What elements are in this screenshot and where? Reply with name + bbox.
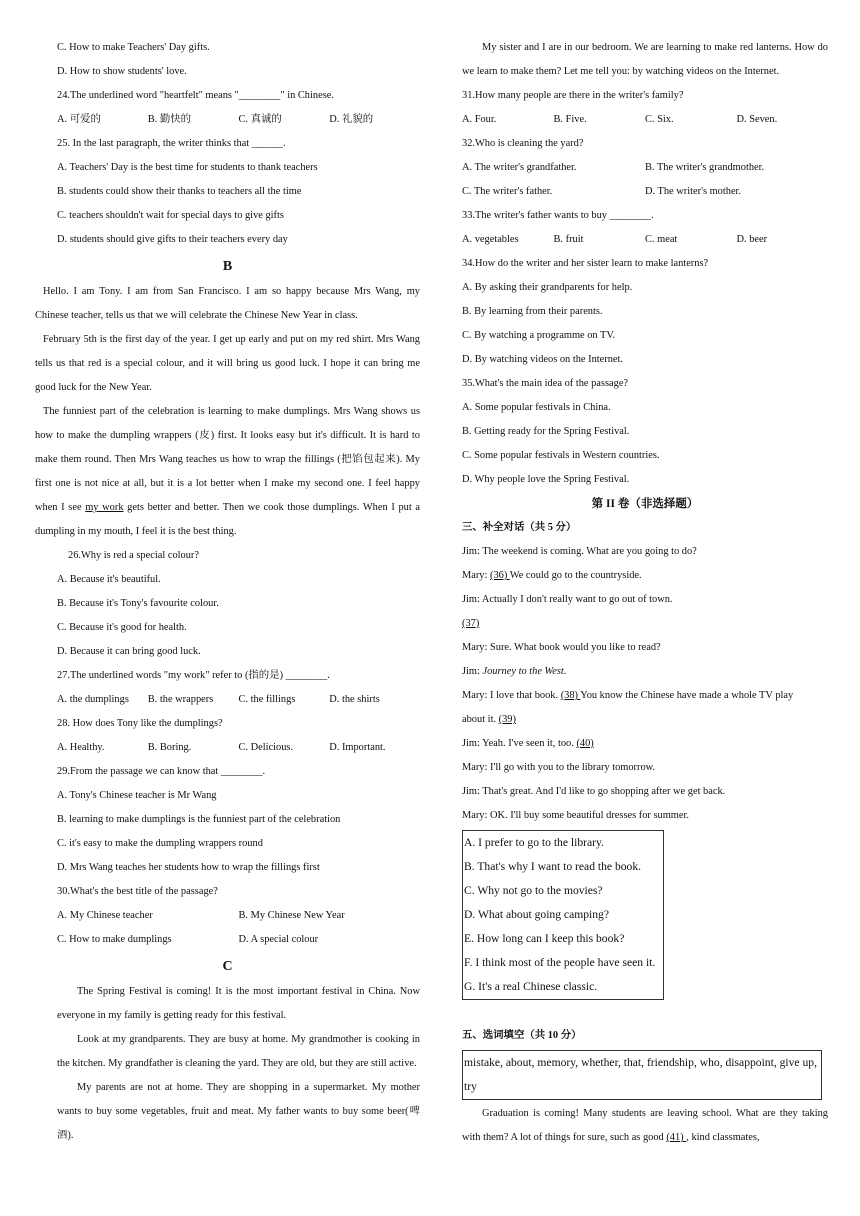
passage-c-paragraph bbox=[462, 36, 828, 84]
question-35: 35.What's the main idea of the passage? bbox=[462, 378, 629, 389]
option: D. A special colour bbox=[238, 934, 319, 945]
q32-options-row2 bbox=[462, 180, 828, 204]
blank-41: (41) bbox=[666, 1132, 687, 1143]
section-b-heading: B bbox=[222, 259, 233, 274]
dialog-line bbox=[462, 708, 828, 732]
q31-options bbox=[462, 108, 828, 132]
passage-c-paragraph bbox=[35, 1076, 420, 1148]
paragraph-text: The Spring Festival is coming! It is the most important festival in China. Now everyone in my family is getting ready for this festival. bbox=[57, 986, 420, 1021]
question-26: 26.Why is red a special colour? bbox=[68, 550, 199, 561]
word-bank-box: mistake, about, memory, whether, that, friendship, who, disappoint, give up, try bbox=[462, 1050, 822, 1100]
paragraph-text: Look at my grandparents. They are busy at home. My grandmother is cooking in the kitchen. My grandfather is cleaning the yard. They are old, but they are still active. bbox=[57, 1034, 420, 1069]
question-29: 29.From the passage we can know that ________. bbox=[57, 766, 266, 777]
option: B. The writer's grandmother. bbox=[645, 162, 765, 173]
option-line: D. students should give gifts to their teachers every day bbox=[57, 234, 288, 245]
option: A. the dumplings bbox=[57, 694, 129, 705]
passage-b-paragraph bbox=[35, 328, 420, 400]
dialog-line: Jim: That's great. And I'd like to go shopping after we get back. bbox=[462, 786, 726, 797]
paragraph-text: gets better and better. Then we cook those dumplings. When I put a dumpling in my mouth, I feel it is the best thing. bbox=[35, 502, 420, 537]
dialog-line bbox=[462, 732, 828, 756]
question-33: 33.The writer's father wants to buy ________. bbox=[462, 210, 654, 221]
option: C. 真诚的 bbox=[238, 114, 282, 125]
dialog-text: about it. bbox=[462, 714, 499, 725]
option: B. fruit bbox=[553, 234, 584, 245]
option: C. The writer's father. bbox=[462, 186, 553, 197]
passage-c-paragraph bbox=[35, 1028, 420, 1076]
option-line: B. learning to make dumplings is the funniest part of the celebration bbox=[57, 814, 341, 825]
option: C. Delicious. bbox=[238, 742, 294, 753]
option-line: C. teachers shouldn't wait for special days to give gifts bbox=[57, 210, 284, 221]
box-option: G. It's a real Chinese classic. bbox=[464, 980, 598, 993]
option-line: A. Because it's beautiful. bbox=[57, 574, 161, 585]
spacer bbox=[462, 1000, 828, 1024]
option: B. My Chinese New Year bbox=[238, 910, 345, 921]
q24-options bbox=[35, 108, 420, 132]
passage-b-paragraph bbox=[35, 280, 420, 328]
dialog-text: . bbox=[563, 666, 567, 677]
q28-options bbox=[35, 736, 420, 760]
section5-title: 五、选词填空（共 10 分） bbox=[462, 1030, 582, 1041]
question-30: 30.What's the best title of the passage? bbox=[57, 886, 218, 897]
question-31: 31.How many people are there in the writer's family? bbox=[462, 90, 684, 101]
box-option: D. What about going camping? bbox=[464, 908, 609, 921]
paragraph-text: , kind classmates, bbox=[686, 1132, 760, 1143]
dialog-text: Jim: Yeah. I've seen it, too. bbox=[462, 738, 577, 749]
box-option: A. I prefer to go to the library. bbox=[464, 836, 604, 849]
box-option: E. How long can I keep this book? bbox=[464, 932, 625, 945]
option-line: D. How to show students' love. bbox=[57, 66, 187, 77]
option-line: C. By watching a programme on TV. bbox=[462, 330, 616, 341]
option-line: C. it's easy to make the dumpling wrappers round bbox=[57, 838, 263, 849]
dialog-text: Mary: I love that book. bbox=[462, 690, 561, 701]
option-line: C. Some popular festivals in Western countries. bbox=[462, 450, 660, 461]
question-34: 34.How do the writer and her sister learn to make lanterns? bbox=[462, 258, 709, 269]
section-c-heading: C bbox=[222, 959, 233, 974]
option-line: A. By asking their grandparents for help. bbox=[462, 282, 633, 293]
question-28: 28. How does Tony like the dumplings? bbox=[57, 718, 223, 729]
option: A. The writer's grandfather. bbox=[462, 162, 577, 173]
option-line: B. Because it's Tony's favourite colour. bbox=[57, 598, 219, 609]
option-line: C. Because it's good for health. bbox=[57, 622, 187, 633]
part2-title: 第 II 卷（非选择题） bbox=[591, 498, 699, 510]
option: B. Boring. bbox=[147, 742, 192, 753]
option: D. Important. bbox=[329, 742, 386, 753]
dialog-line: Jim: Actually I don't really want to go out of town. bbox=[462, 594, 673, 605]
dialog-text: We could go to the countryside. bbox=[509, 570, 642, 581]
paragraph-text: The funniest part of the celebration is learning to make dumplings. Mrs Wang shows us how to make the dumpling wrappers (皮) first. It looks easy but it's difficult. It is hard to make them round. Then Mrs Wang teaches us how to wrap the fillings (把馅包起来). My first one is not nice at all, but it is a lot better when I make my second one. I feel happy when I see bbox=[35, 406, 420, 513]
right-column bbox=[462, 36, 828, 1150]
option-line: A. Teachers' Day is the best time for students to thank teachers bbox=[57, 162, 318, 173]
dialog-line bbox=[462, 684, 828, 708]
underlined-my-work: my work bbox=[85, 502, 124, 513]
option: C. meat bbox=[645, 234, 678, 245]
paragraph-text: My sister and I are in our bedroom. We are learning to make red lanterns. How do we learn to make them? Let me tell you: by watching videos on the Internet. bbox=[462, 42, 828, 77]
paragraph-text: Graduation is coming! Many students are leaving school. What are they taking with them? A lot of things for sure, such as good bbox=[462, 1108, 828, 1143]
question-25: 25. In the last paragraph, the writer thinks that ______. bbox=[57, 138, 286, 149]
option: A. Healthy. bbox=[57, 742, 105, 753]
q30-options-row2 bbox=[35, 928, 420, 952]
dialog-line: Mary: I'll go with you to the library tomorrow. bbox=[462, 762, 656, 773]
paragraph-text: My parents are not at home. They are shopping in a supermarket. My mother wants to buy some vegetables, fruit and meat. My father wants to buy some beer(啤酒). bbox=[57, 1082, 420, 1141]
option-line: D. Because it can bring good luck. bbox=[57, 646, 201, 657]
section3-title: 三、补全对话（共 5 分） bbox=[462, 522, 577, 533]
option: A. Four. bbox=[462, 114, 497, 125]
blank-38: (38) bbox=[560, 690, 581, 701]
option-line: A. Tony's Chinese teacher is Mr Wang bbox=[57, 790, 217, 801]
paragraph-text: February 5th is the first day of the year. I get up early and put on my red shirt. Mrs Wang tells us that red is a special colour, and it will bring us good luck. I hope it can bring me good luck for the New Year. bbox=[35, 334, 420, 393]
option-line: B. By learning from their parents. bbox=[462, 306, 603, 317]
book-title: Journey to the West bbox=[482, 666, 564, 677]
option: C. Six. bbox=[645, 114, 674, 125]
box-option: C. Why not go to the movies? bbox=[464, 884, 603, 897]
option: D. the shirts bbox=[329, 694, 380, 705]
box-option: B. That's why I want to read the book. bbox=[464, 860, 642, 873]
dialog-line bbox=[462, 564, 828, 588]
question-32: 32.Who is cleaning the yard? bbox=[462, 138, 584, 149]
dialog-line: Mary: Sure. What book would you like to read? bbox=[462, 642, 661, 653]
option-line: D. Mrs Wang teaches her students how to wrap the fillings first bbox=[57, 862, 320, 873]
option-line: C. How to make Teachers' Day gifts. bbox=[57, 42, 210, 53]
final-paragraph bbox=[462, 1102, 828, 1150]
q30-options-row1 bbox=[35, 904, 420, 928]
option-line: A. Some popular festivals in China. bbox=[462, 402, 611, 413]
option: D. Seven. bbox=[736, 114, 778, 125]
option: C. How to make dumplings bbox=[57, 934, 172, 945]
passage-b-paragraph bbox=[35, 400, 420, 544]
option: A. vegetables bbox=[462, 234, 519, 245]
dialog-text: You know the Chinese have made a whole TV play bbox=[580, 690, 794, 701]
dialog-text: Jim: bbox=[462, 666, 483, 677]
blank-40: (40) bbox=[576, 738, 594, 749]
dialog-line bbox=[462, 660, 828, 684]
option: B. the wrappers bbox=[147, 694, 214, 705]
option: A. My Chinese teacher bbox=[57, 910, 153, 921]
question-24: 24.The underlined word "heartfelt" means "________" in Chinese. bbox=[57, 90, 334, 101]
option: D. The writer's mother. bbox=[645, 186, 742, 197]
option-line: B. Getting ready for the Spring Festival. bbox=[462, 426, 630, 437]
option: B. 勤快的 bbox=[147, 114, 192, 125]
dialog-line: Jim: The weekend is coming. What are you going to do? bbox=[462, 546, 697, 557]
blank-37: (37) bbox=[462, 618, 480, 629]
box-option: F. I think most of the people have seen it. bbox=[464, 956, 656, 969]
q32-options-row1 bbox=[462, 156, 828, 180]
option: C. the fillings bbox=[238, 694, 296, 705]
blank-39: (39) bbox=[498, 714, 516, 725]
option: B. Five. bbox=[553, 114, 587, 125]
option: A. 可爱的 bbox=[57, 114, 101, 125]
option: D. beer bbox=[736, 234, 768, 245]
left-column bbox=[35, 36, 420, 1148]
option: D. 礼貌的 bbox=[329, 114, 374, 125]
dialog-line: Mary: OK. I'll buy some beautiful dresses for summer. bbox=[462, 810, 689, 821]
option-line: D. By watching videos on the Internet. bbox=[462, 354, 624, 365]
paragraph-text: Hello. I am Tony. I am from San Francisco. I am so happy because Mrs Wang, my Chinese teacher, tells us that we will celebrate the Chinese New Year in class. bbox=[35, 286, 420, 321]
option-line: D. Why people love the Spring Festival. bbox=[462, 474, 630, 485]
dialog-options-box bbox=[462, 830, 664, 1000]
blank-36: (36) bbox=[490, 570, 510, 581]
question-27: 27.The underlined words "my work" refer to (指的是) ________. bbox=[57, 670, 330, 681]
option-line: B. students could show their thanks to teachers all the time bbox=[57, 186, 302, 197]
q27-options bbox=[35, 688, 420, 712]
dialog-text: Mary: bbox=[462, 570, 490, 581]
dialog-line bbox=[462, 612, 828, 636]
passage-c-paragraph bbox=[35, 980, 420, 1028]
q33-options bbox=[462, 228, 828, 252]
